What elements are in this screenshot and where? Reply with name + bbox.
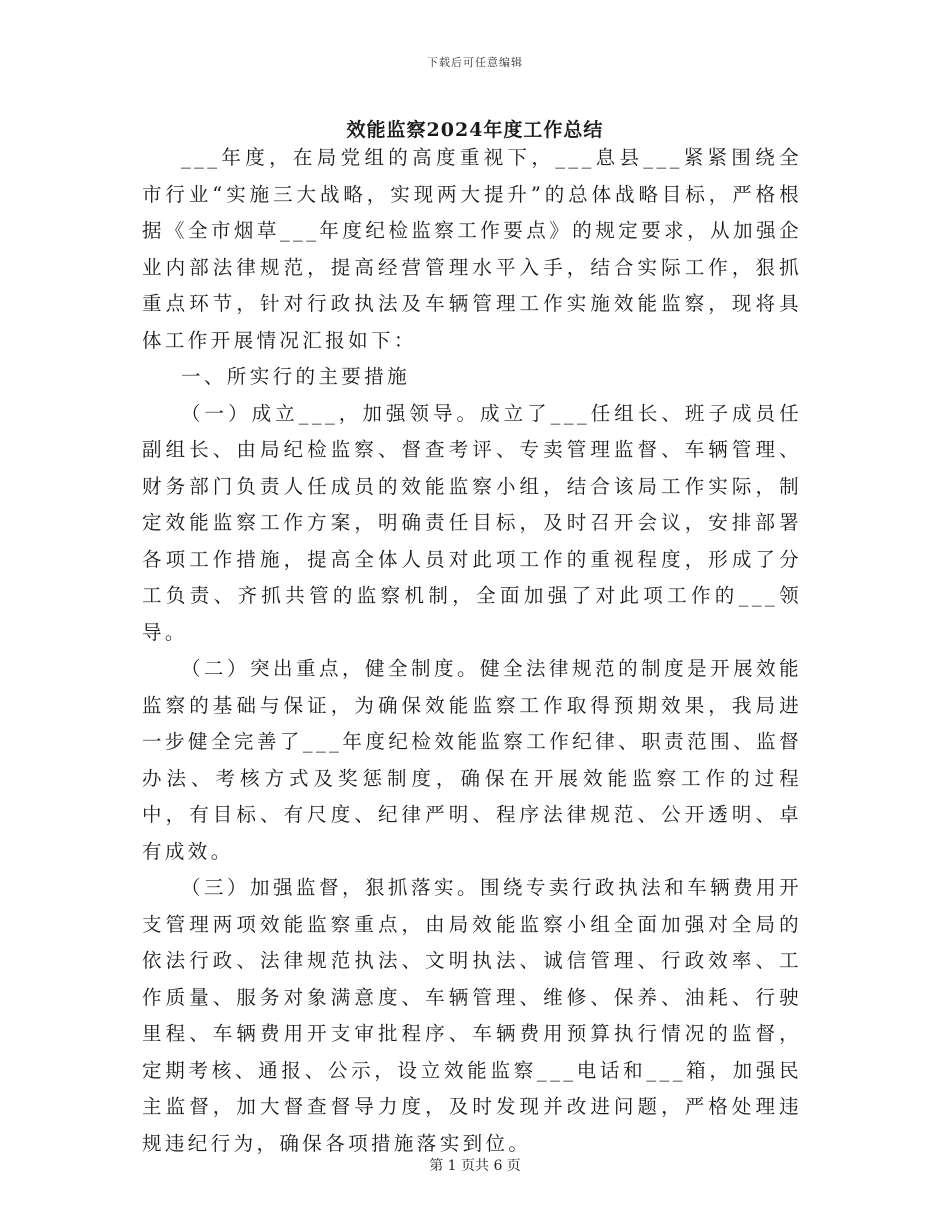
page-number: 第 1 页共 6 页	[429, 1158, 521, 1174]
paragraph-measure-2: （二）突出重点，健全制度。健全法律规范的制度是开展效能监察的基础与保证，为确保效能监察工作取得预期效果，我局进一步健全完善了___年度纪检效能监察工作纪律、职责范围、监督办法、考核方式及奖惩制度，确保在开展效能监察工作的过程中，有目标、有尺度、纪律严明、程序法律规范、公开透明、卓有成效。	[142, 657, 802, 863]
paragraph-intro: ___年度，在局党组的高度重视下，___息县___紧紧围绕全市行业“实施三大战略，实现两大提升”的总体战略目标，严格根据《全市烟草___年度纪检监察工作要点》的规定要求，从加强企业内部法律规范，提高经营管理水平入手，结合实际工作，狠抓重点环节，针对行政执法及车辆管理工作实施效能监察，现将具体工作开展情况汇报如下：	[142, 146, 802, 352]
document-body	[142, 140, 802, 1162]
section-heading-measures: 一、所实行的主要措施	[181, 365, 411, 388]
paragraph-measure-1: （一）成立___，加强领导。成立了___任组长、班子成员任副组长、由局纪检监察、督查考评、专卖管理监督、车辆管理、财务部门负责人任成员的效能监察小组，结合该局工作实际，制定效能监察工作方案，明确责任目标，及时召开会议，安排部署各项工作措施，提高全体人员对此项工作的重视程度，形成了分工负责、齐抓共管的监察机制，全面加强了对此项工作的___领导。	[142, 401, 802, 644]
page-header-note: 下载后可任意编辑	[427, 56, 523, 69]
paragraph-measure-3: （三）加强监督，狠抓落实。围绕专卖行政执法和车辆费用开支管理两项效能监察重点，由局效能监察小组全面加强对全局的依法行政、法律规范执法、文明执法、诚信管理、行政效率、工作质量、服务对象满意度、车辆管理、维修、保养、油耗、行驶里程、车辆费用开支审批程序、车辆费用预算执行情况的监督，定期考核、通报、公示，设立效能监察___电话和___箱，加强民主监督，加大督查督导力度，及时发现并改进问题，严格处理违规违纪行为，确保各项措施落实到位。	[142, 876, 802, 1155]
document-title: 效能监察2024年度工作总结	[346, 119, 604, 141]
